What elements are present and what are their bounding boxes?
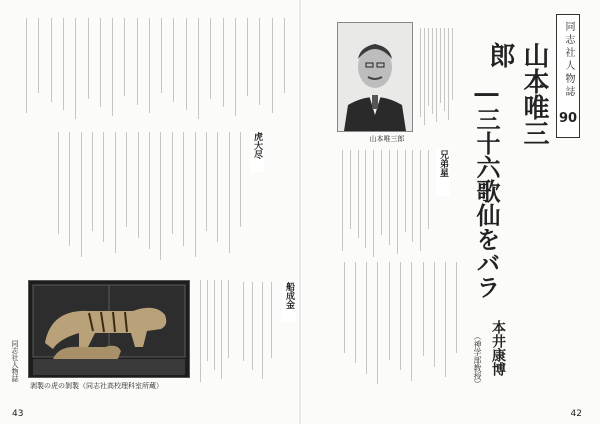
placeholder-line bbox=[400, 262, 401, 370]
placeholder-line bbox=[173, 18, 174, 102]
placeholder-line bbox=[272, 18, 273, 113]
placeholder-line bbox=[373, 150, 374, 257]
placeholder-line bbox=[26, 18, 27, 113]
author-name: 本井康博 bbox=[490, 320, 506, 376]
series-label: 同志社人物誌 bbox=[563, 21, 574, 99]
placeholder-line bbox=[243, 282, 244, 361]
body-text-middle bbox=[52, 132, 246, 264]
placeholder-line bbox=[229, 132, 230, 253]
placeholder-line bbox=[389, 150, 390, 245]
placeholder-line bbox=[186, 18, 187, 110]
series-number: 90 bbox=[558, 111, 578, 126]
placeholder-line bbox=[92, 132, 93, 231]
placeholder-line bbox=[412, 150, 413, 242]
placeholder-line bbox=[420, 150, 421, 251]
placeholder-line bbox=[210, 18, 211, 99]
placeholder-line bbox=[434, 262, 435, 367]
placeholder-line bbox=[381, 150, 382, 235]
placeholder-line bbox=[137, 18, 138, 105]
placeholder-line bbox=[440, 28, 441, 103]
photo-caption: 剥製の虎の剝製（同志社高校理科室所蔵） bbox=[30, 382, 163, 390]
placeholder-line bbox=[126, 132, 127, 227]
heading-tiger: 虎大尽 bbox=[250, 132, 264, 172]
placeholder-line bbox=[420, 28, 421, 117]
placeholder-line bbox=[411, 262, 412, 381]
placeholder-line bbox=[405, 150, 406, 232]
placeholder-line bbox=[217, 132, 218, 242]
placeholder-line bbox=[252, 282, 253, 370]
placeholder-line bbox=[223, 18, 224, 107]
placeholder-line bbox=[436, 28, 437, 122]
placeholder-line bbox=[149, 18, 150, 113]
portrait-caption: 山本唯三郎 bbox=[369, 135, 405, 143]
intro-paragraph bbox=[418, 28, 454, 128]
placeholder-line bbox=[115, 132, 116, 253]
placeholder-line bbox=[172, 132, 173, 234]
placeholder-line bbox=[350, 150, 351, 229]
placeholder-line bbox=[358, 150, 359, 238]
placeholder-line bbox=[284, 18, 285, 93]
body-text-bottom-right bbox=[238, 282, 276, 388]
placeholder-line bbox=[112, 18, 113, 116]
placeholder-line bbox=[100, 18, 101, 107]
placeholder-line bbox=[183, 132, 184, 246]
placeholder-line bbox=[235, 18, 236, 116]
placeholder-line bbox=[207, 280, 208, 361]
placeholder-line bbox=[445, 262, 446, 377]
placeholder-line bbox=[214, 280, 215, 370]
tiger-specimen-photo bbox=[28, 280, 190, 378]
article-title: 山本唯三郎 bbox=[485, 42, 549, 146]
placeholder-line bbox=[69, 132, 70, 246]
placeholder-line bbox=[424, 28, 425, 125]
placeholder-line bbox=[397, 150, 398, 254]
placeholder-line bbox=[428, 28, 429, 106]
placeholder-line bbox=[221, 280, 222, 379]
placeholder-line bbox=[344, 262, 345, 353]
book-gutter bbox=[299, 0, 301, 424]
placeholder-line bbox=[138, 132, 139, 238]
placeholder-line bbox=[428, 150, 429, 229]
placeholder-line bbox=[81, 132, 82, 257]
placeholder-line bbox=[389, 262, 390, 360]
placeholder-line bbox=[63, 18, 64, 110]
placeholder-line bbox=[448, 28, 449, 120]
placeholder-line bbox=[377, 262, 378, 384]
article-subtitle: ―三十六歌仙をバラ bbox=[472, 78, 501, 299]
placeholder-line bbox=[262, 282, 263, 379]
placeholder-line bbox=[247, 18, 248, 96]
series-tab bbox=[556, 14, 580, 138]
placeholder-line bbox=[271, 282, 272, 358]
placeholder-line bbox=[58, 132, 59, 234]
placeholder-line bbox=[38, 18, 39, 93]
placeholder-line bbox=[161, 18, 162, 93]
page-number-right: 42 bbox=[570, 409, 582, 419]
placeholder-line bbox=[198, 18, 199, 119]
placeholder-line bbox=[51, 18, 52, 102]
body-text-top bbox=[20, 18, 290, 122]
placeholder-line bbox=[124, 18, 125, 96]
placeholder-line bbox=[444, 28, 445, 111]
placeholder-line bbox=[75, 18, 76, 119]
placeholder-line bbox=[355, 262, 356, 363]
spine-label: 同志社人物誌 bbox=[11, 340, 19, 382]
placeholder-line bbox=[423, 262, 424, 356]
portrait-photo bbox=[337, 22, 413, 132]
author-affiliation: （神学部教授） bbox=[473, 332, 482, 388]
body-text-lower bbox=[338, 262, 462, 388]
placeholder-line bbox=[452, 28, 453, 100]
body-text-upper bbox=[338, 150, 432, 260]
heading-shipping: 船成金 bbox=[282, 282, 296, 322]
placeholder-line bbox=[240, 132, 241, 227]
placeholder-line bbox=[365, 150, 366, 248]
placeholder-line bbox=[88, 18, 89, 99]
placeholder-line bbox=[195, 132, 196, 257]
placeholder-line bbox=[432, 28, 433, 114]
placeholder-line bbox=[228, 280, 229, 358]
placeholder-line bbox=[259, 18, 260, 105]
section-heading: 兄弟星 bbox=[436, 150, 450, 196]
placeholder-line bbox=[103, 132, 104, 242]
placeholder-line bbox=[149, 132, 150, 249]
placeholder-line bbox=[342, 150, 343, 251]
body-text-bottom-left bbox=[196, 280, 232, 388]
placeholder-line bbox=[456, 262, 457, 353]
page-number-left: 43 bbox=[12, 409, 24, 419]
placeholder-line bbox=[160, 132, 161, 260]
placeholder-line bbox=[206, 132, 207, 231]
placeholder-line bbox=[366, 262, 367, 374]
placeholder-line bbox=[200, 280, 201, 382]
